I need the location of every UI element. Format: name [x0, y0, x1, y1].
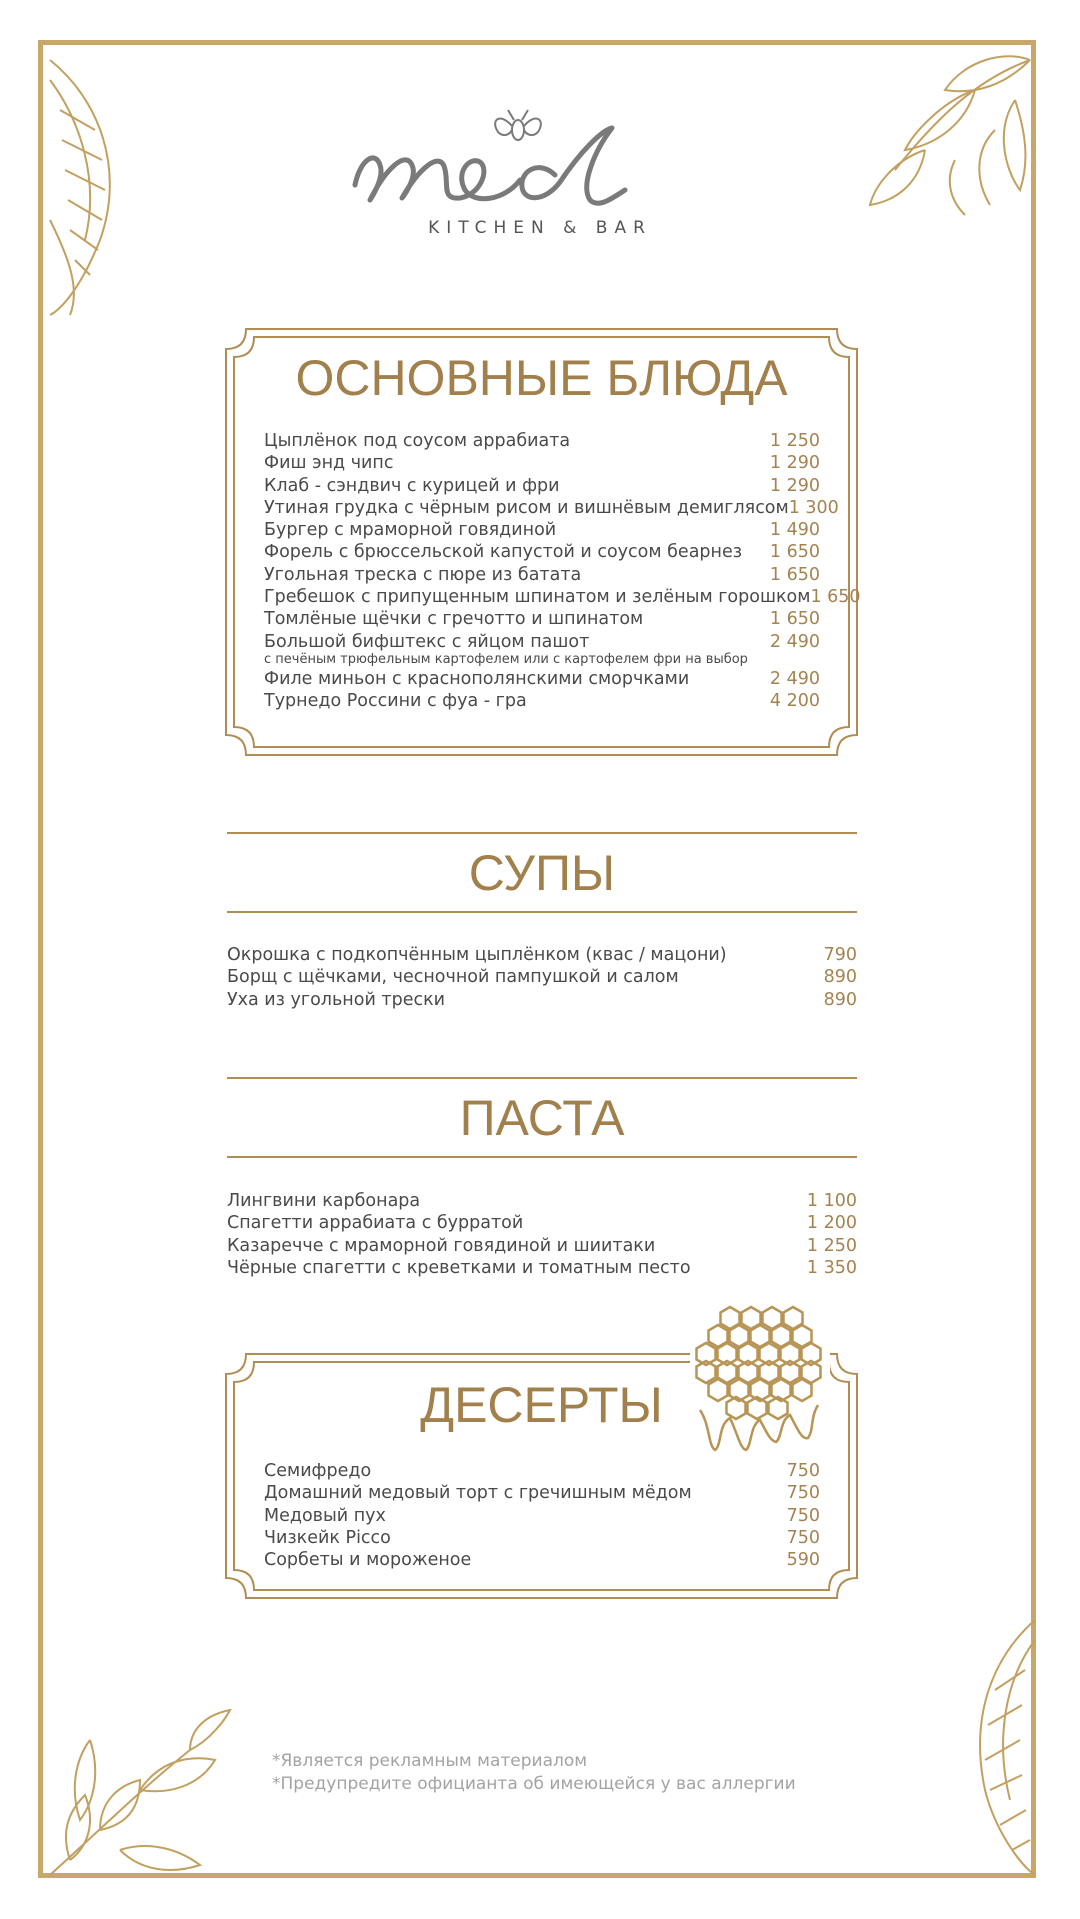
menu-item-price: 790: [823, 945, 857, 965]
menu-item: [264, 475, 820, 497]
menu-item-name: Утиная грудка с чёрным рисом и вишнёвым демиглясом: [264, 497, 789, 518]
main-courses-section: [224, 327, 859, 757]
menu-item: [264, 497, 839, 519]
soups-bottom-rule: [227, 911, 857, 913]
menu-item-name: Чёрные спагетти с креветками и томатным песто: [227, 1257, 691, 1278]
leaf-ornament-bottom-right-icon: [960, 1610, 1040, 1880]
menu-item-name: Казаречче с мраморной говядиной и шиитаки: [227, 1235, 656, 1256]
menu-item-name: Бургер с мраморной говядиной: [264, 520, 557, 541]
menu-item-name: Гребешок с припущенным шпинатом и зелёным горошком: [264, 587, 811, 608]
pasta-top-rule: [227, 1077, 857, 1079]
menu-item-name: Медовый пух: [264, 1505, 386, 1526]
menu-item-price: 750: [786, 1505, 820, 1526]
menu-item-price: 750: [786, 1461, 820, 1481]
desserts-title: ДЕСЕРТЫ: [420, 1377, 663, 1433]
leaf-ornament-top-left-icon: [40, 40, 130, 320]
menu-item-name: Окрошка с подкопчённым цыплёнком (квас / мацони): [227, 945, 727, 965]
main-courses-list: [264, 430, 861, 713]
menu-item-name: Цыплёнок под соусом аррабиата: [264, 431, 571, 451]
menu-item-name: Чизкейк Рicco: [264, 1527, 391, 1548]
menu-item: [264, 690, 820, 712]
menu-item-name: Турнедо Россини с фуа - гра: [264, 691, 527, 712]
menu-item-price: 1 100: [806, 1191, 857, 1211]
menu-item: [227, 1212, 857, 1234]
menu-item-name: Филе миньон с краснополянскими сморчками: [264, 668, 690, 689]
menu-item: [227, 1190, 857, 1212]
menu-item-price: 1 250: [769, 431, 820, 451]
menu-item-price: 890: [823, 989, 857, 1010]
honeycomb-cell: [709, 1379, 728, 1401]
menu-item-name: Клаб - сэндвич с курицей и фри: [264, 475, 560, 496]
menu-item-name: Домашний медовый торт с гречишным мёдом: [264, 1483, 692, 1504]
menu-item-price: 1 650: [769, 609, 820, 630]
menu-item-name: Большой бифштекс с яйцом пашот: [264, 631, 590, 652]
menu-item: [227, 944, 857, 966]
honeycomb-icon: [690, 1300, 830, 1455]
menu-item-price: 1 200: [806, 1213, 857, 1234]
menu-item-name: Форель с брюссельской капустой и соусом беарнез: [264, 542, 743, 563]
menu-item-price: 750: [786, 1527, 820, 1548]
menu-item-price: 1 300: [788, 497, 839, 518]
soups-title: СУПЫ: [468, 845, 616, 901]
menu-item-price: 750: [786, 1483, 820, 1504]
menu-item: [264, 1482, 820, 1504]
menu-item-price: 1 290: [769, 453, 820, 474]
menu-item-price: 1 490: [769, 520, 820, 541]
brand-subtitle: KITCHEN & BAR: [428, 218, 652, 238]
menu-item-name: Томлёные щёчки с гречотто и шпинатом: [264, 609, 644, 630]
menu-item-price: 1 350: [806, 1257, 857, 1278]
menu-item: [264, 608, 820, 630]
menu-item: [264, 519, 820, 541]
soups-list: [227, 944, 857, 1011]
menu-item-price: 1 650: [769, 542, 820, 563]
menu-item: [264, 668, 820, 690]
footer-notes: [272, 1750, 796, 1796]
menu-item: [227, 966, 857, 988]
menu-item-name: Сорбеты и мороженое: [264, 1550, 472, 1571]
menu-item-name: Лингвини карбонара: [227, 1191, 421, 1211]
menu-item: [264, 586, 861, 608]
menu-item-price: 2 490: [769, 631, 820, 652]
menu-item: [264, 1549, 820, 1571]
pasta-bottom-rule: [227, 1156, 857, 1158]
main-courses-title: ОСНОВНЫЕ БЛЮДА: [295, 350, 788, 406]
menu-item: [264, 541, 820, 563]
menu-item: [264, 452, 820, 474]
menu-item: [264, 1527, 820, 1549]
menu-item-name: Угольная треска с пюре из батата: [264, 564, 582, 585]
desserts-list: [264, 1460, 820, 1571]
pasta-title: ПАСТА: [459, 1090, 625, 1146]
menu-item-name: Борщ с щёчками, чесночной пампушкой и салом: [227, 967, 679, 988]
menu-item-price: 890: [823, 967, 857, 988]
menu-item-note: с печёным трюфельным картофелем или с картофелем фри на выбор: [264, 651, 748, 667]
menu-item-price: 1 650: [769, 564, 820, 585]
footer-note-allergy: *Предупредите официанта об имеющейся у вас аллергии: [272, 1774, 796, 1794]
menu-item: [264, 430, 820, 452]
menu-item-name: Уха из угольной трески: [227, 989, 446, 1010]
menu-item: [264, 1505, 820, 1527]
menu-item: [264, 564, 820, 586]
menu-item: [264, 1460, 820, 1482]
menu-item: [227, 989, 857, 1011]
footer-note-advert: *Является рекламным материалом: [272, 1751, 588, 1771]
menu-item-name: Спагетти аррабиата с бурратой: [227, 1213, 524, 1234]
menu-item: [227, 1235, 857, 1257]
menu-item-price: 1 650: [810, 587, 861, 608]
honeycomb-cell: [793, 1379, 812, 1401]
soups-top-rule: [227, 832, 857, 834]
leaf-ornament-bottom-left-icon: [40, 1700, 240, 1880]
menu-item-name: Фиш энд чипс: [264, 453, 394, 474]
leaf-ornament-top-right-icon: [855, 40, 1035, 230]
menu-item-price: 590: [786, 1550, 820, 1571]
menu-item: [227, 1257, 857, 1279]
menu-item: [264, 631, 820, 653]
menu-item-name: Семифредо: [264, 1461, 372, 1481]
menu-item-price: 1 250: [806, 1235, 857, 1256]
menu-item-price: 4 200: [769, 691, 820, 712]
menu-item-price: 1 290: [769, 475, 820, 496]
menu-item-price: 2 490: [769, 668, 820, 689]
pasta-list: [227, 1190, 857, 1279]
